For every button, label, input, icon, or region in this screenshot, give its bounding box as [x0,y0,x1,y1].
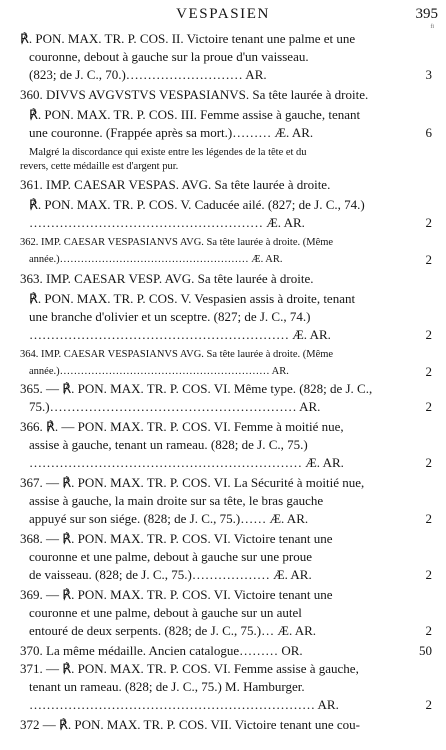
rarity-value: 2 [425,327,432,342]
rarity-value: 2 [425,697,432,712]
catalogue-line [0,270,446,287]
rarity-value: 2 [425,399,432,414]
line-text: tenant un rameau. (828; de J. C., 75.) M. Hamburger. [29,679,305,694]
line-text: (823; de J. C., 70.)……………………… AR. [29,67,267,82]
line-text: revers, cette médaille est d'argent pur. [20,161,179,172]
catalogue-line [0,363,446,380]
catalogue-line [0,530,446,547]
catalogue-line [0,86,446,103]
catalogue-line [0,30,446,47]
line-text: une couronne. (Frappée après sa mort.)……… Æ. AR. [29,125,314,140]
line-text: couronne, debout à gauche sur la proue d'un vaisseau. [29,49,309,64]
rarity-value: 2 [425,364,432,379]
catalogue-line [0,586,446,603]
margin-mark: fi [430,24,434,30]
line-text: 369. — ℟. PON. MAX. TR. P. COS. VI. Victoire tenant une [20,587,333,602]
rarity-value: 50 [419,643,432,658]
line-text: 363. IMP. CAESAR VESP. AVG. Sa tête laurée à droite. [20,271,314,286]
line-text: 371. — ℟. PON. MAX. TR. P. COS. VI. Femme assise à gauche, [20,661,359,676]
line-text: ……………………………………………………… Æ. AR. [29,455,344,470]
page-title: VESPASIEN [176,6,270,22]
catalogue-line [0,326,446,343]
catalogue-line [0,492,446,509]
line-text: 360. DIVVS AVGVSTVS VESPASIANVS. Sa tête laurée à droite. [20,87,369,102]
catalogue-line [0,398,446,415]
page-number: 395 [415,6,438,22]
catalogue-line [0,418,446,435]
catalogue-line [0,474,446,491]
catalogue-line [0,510,446,527]
catalogue-line [0,66,446,83]
line-text: 367. — ℟. PON. MAX. TR. P. COS. VI. La Sécurité à moitié nue, [20,475,365,490]
catalogue-line [0,548,446,565]
line-text: assise à gauche, la main droite sur sa tête, le bras gauche [29,493,324,508]
catalogue-line [0,346,446,363]
line-text: 366. ℟. — PON. MAX. TR. P. COS. VI. Femme à moitié nue, [20,419,344,434]
line-text: de vaisseau. (828; de J. C., 75.)……………… Æ. AR. [29,567,312,582]
line-text: appuyé sur son siége. (828; de J. C., 75.)…… Æ. AR. [29,511,309,526]
line-text: 365. — ℟. PON. MAX. TR. P. COS. VI. Même type. (828; de J. C., [20,381,373,396]
catalogue-line [0,214,446,231]
catalogue-line [0,176,446,193]
line-text: ℟. PON. MAX. TR. P. COS. V. Caducée ailé. (827; de J. C., 74.) [29,197,365,212]
line-text: ……………………………………………… Æ. AR. [29,215,305,230]
line-text: année.)…………………………………………………… AR. [29,366,289,377]
line-text: 370. La même médaille. Ancien catalogue……… OR. [20,643,303,658]
catalogue-line [0,380,446,397]
catalogue-line [0,48,446,65]
rarity-value: 2 [425,567,432,582]
running-header [0,6,446,30]
catalogue-line [0,436,446,453]
line-text: une branche d'olivier et un sceptre. (827; de J. C., 74.) [29,309,311,324]
line-text: 361. IMP. CAESAR VESPAS. AVG. Sa tête laurée à droite. [20,177,331,192]
line-text: couronne et une palme, debout à gauche sur un autel [29,605,302,620]
line-text: ℟. PON. MAX. TR. P. COS. V. Vespasien assis à droite, tenant [29,291,356,306]
catalogue-line [0,642,446,659]
line-text: assise à gauche, tenant un rameau. (828; de J. C., 75.) [29,437,308,452]
line-text: ℟. PON. MAX. TR. P. COS. II. Victoire tenant une palme et une [20,31,356,46]
rarity-value: 2 [425,623,432,638]
line-text: …………………………………………………… Æ. AR. [29,327,331,342]
catalogue-line [0,678,446,695]
catalogue-line [0,716,446,733]
line-text: 372 — ℟. PON. MAX. TR. P. COS. VII. Victoire tenant une cou- [20,717,360,732]
catalogue-line [0,124,446,141]
line-text: année.)……………………………………………… Æ. AR. [29,254,283,265]
catalogue-line [0,251,446,268]
line-text: 364. IMP. CAESAR VESPASIANVS AVG. Sa tête laurée à droite. (Même [20,349,334,360]
rarity-value: 2 [425,252,432,267]
catalogue-line [0,454,446,471]
rarity-value: 2 [425,215,432,230]
line-text: ℟. PON. MAX. TR. P. COS. III. Femme assise à gauche, tenant [29,107,361,122]
line-text: ………………………………………………………… AR. [29,697,339,712]
catalogue-line [0,622,446,639]
catalogue-line [0,106,446,123]
catalogue-line [0,566,446,583]
line-text: 368. — ℟. PON. MAX. TR. P. COS. VI. Victoire tenant une [20,531,333,546]
rarity-value: 2 [425,455,432,470]
rarity-value: 6 [425,125,432,140]
catalogue-line [0,696,446,713]
rarity-value: 3 [425,67,432,82]
catalogue-line [0,604,446,621]
rarity-value: 2 [425,511,432,526]
catalogue-line [0,234,446,251]
line-text: Malgré la discordance qui existe entre les légendes de la tête et du [29,147,307,158]
line-text: couronne et une palme, debout à gauche sur une proue [29,549,313,564]
line-text: entouré de deux serpents. (828; de J. C., 75.)… Æ. AR. [29,623,317,638]
line-text: 362. IMP. CAESAR VESPASIANVS AVG. Sa tête laurée à droite. (Même [20,237,334,248]
line-text: 75.)………………………………………………… AR. [29,399,321,414]
catalogue-line [0,196,446,213]
catalogue-line [0,158,446,175]
catalogue-line [0,308,446,325]
catalogue-line [0,290,446,307]
catalogue-line [0,660,446,677]
